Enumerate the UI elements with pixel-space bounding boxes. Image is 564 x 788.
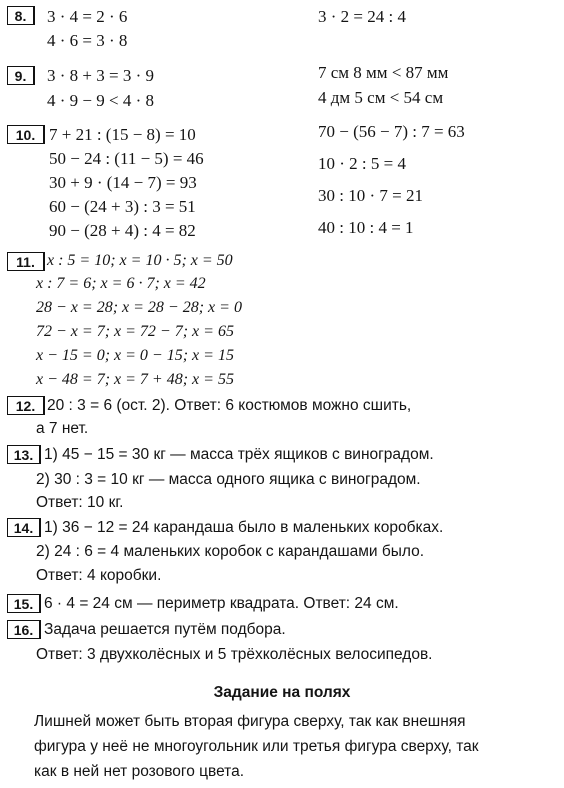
task16-line-2: Ответ: 3 двухколёсных и 5 трёхколёсных велосипедов. (36, 646, 433, 663)
task14-line-2: 2) 24 : 6 = 4 маленьких коробок с карандашами было. (36, 543, 425, 560)
task10-line-3: 30 + 9 · (14 − 7) = 93 (49, 173, 197, 192)
task13-line-3: Ответ: 10 кг. (36, 494, 124, 511)
task13-line-2: 2) 30 : 3 = 10 кг — масса одного ящика с виноградом. (36, 471, 421, 488)
task8-right-line-1: 3 · 2 = 24 : 4 (318, 7, 406, 26)
task-number-11: 11. (7, 252, 45, 271)
task15-line-1: 6 · 4 = 24 см — периметр квадрата. Ответ: 24 см. (44, 595, 399, 612)
task8-line-2: 4 · 6 = 3 · 8 (47, 31, 128, 50)
task-number-15: 15. (7, 594, 41, 613)
margin-task-heading: Задание на полях (213, 684, 351, 701)
task-number-9: 9. (7, 66, 35, 85)
task-number-13: 13. (7, 445, 41, 464)
task12-line-1: 20 : 3 = 6 (ост. 2). Ответ: 6 костюмов можно сшить, (47, 397, 412, 414)
task16-line-1: Задача решается путём подбора. (44, 621, 286, 638)
task14-line-3: Ответ: 4 коробки. (36, 567, 162, 584)
task-number-16: 16. (7, 620, 41, 639)
task14-line-1: 1) 36 − 12 = 24 карандаша было в маленьких коробках. (44, 519, 444, 536)
task-number-10: 10. (7, 125, 45, 144)
task9-line-2: 4 · 9 − 9 < 4 · 8 (47, 91, 154, 110)
task13-line-1: 1) 45 − 15 = 30 кг — масса трёх ящиков с виноградом. (44, 446, 434, 463)
margin-task-text: Лишней может быть вторая фигура сверху, так как внешняя фигура у неё не многоугольник или третья фигура сверху, так как в ней нет розового цвета. (34, 713, 479, 780)
task10-right-line-3: 30 : 10 · 7 = 21 (318, 186, 423, 205)
task-number-8: 8. (7, 6, 35, 25)
task9-line-1: 3 · 8 + 3 = 3 · 9 (47, 66, 154, 85)
task10-line-5: 90 − (28 + 4) : 4 = 82 (49, 221, 196, 240)
task-number-12: 12. (7, 396, 45, 415)
task12-line-2: а 7 нет. (36, 420, 89, 437)
task10-right-line-2: 10 · 2 : 5 = 4 (318, 154, 406, 173)
task11-line-3: 28 − x = 28; x = 28 − 28; x = 0 (36, 299, 242, 316)
task11-line-1: x : 5 = 10; x = 10 · 5; x = 50 (47, 252, 233, 269)
task10-line-2: 50 − 24 : (11 − 5) = 46 (49, 149, 204, 168)
task11-line-6: x − 48 = 7; x = 7 + 48; x = 55 (36, 371, 234, 388)
task-number-14: 14. (7, 518, 41, 537)
task11-line-2: x : 7 = 6; x = 6 · 7; x = 42 (36, 275, 206, 292)
task9-right-line-1: 7 см 8 мм < 87 мм (318, 63, 449, 82)
task11-line-5: x − 15 = 0; x = 0 − 15; x = 15 (36, 347, 234, 364)
task10-right-line-1: 70 − (56 − 7) : 7 = 63 (318, 122, 465, 141)
task8-line-1: 3 · 4 = 2 · 6 (47, 7, 128, 26)
task11-line-4: 72 − x = 7; x = 72 − 7; x = 65 (36, 323, 234, 340)
task10-line-4: 60 − (24 + 3) : 3 = 51 (49, 197, 196, 216)
task10-line-1: 7 + 21 : (15 − 8) = 10 (49, 125, 196, 144)
task9-right-line-2: 4 дм 5 см < 54 см (318, 88, 444, 107)
task10-right-line-4: 40 : 10 : 4 = 1 (318, 218, 414, 237)
